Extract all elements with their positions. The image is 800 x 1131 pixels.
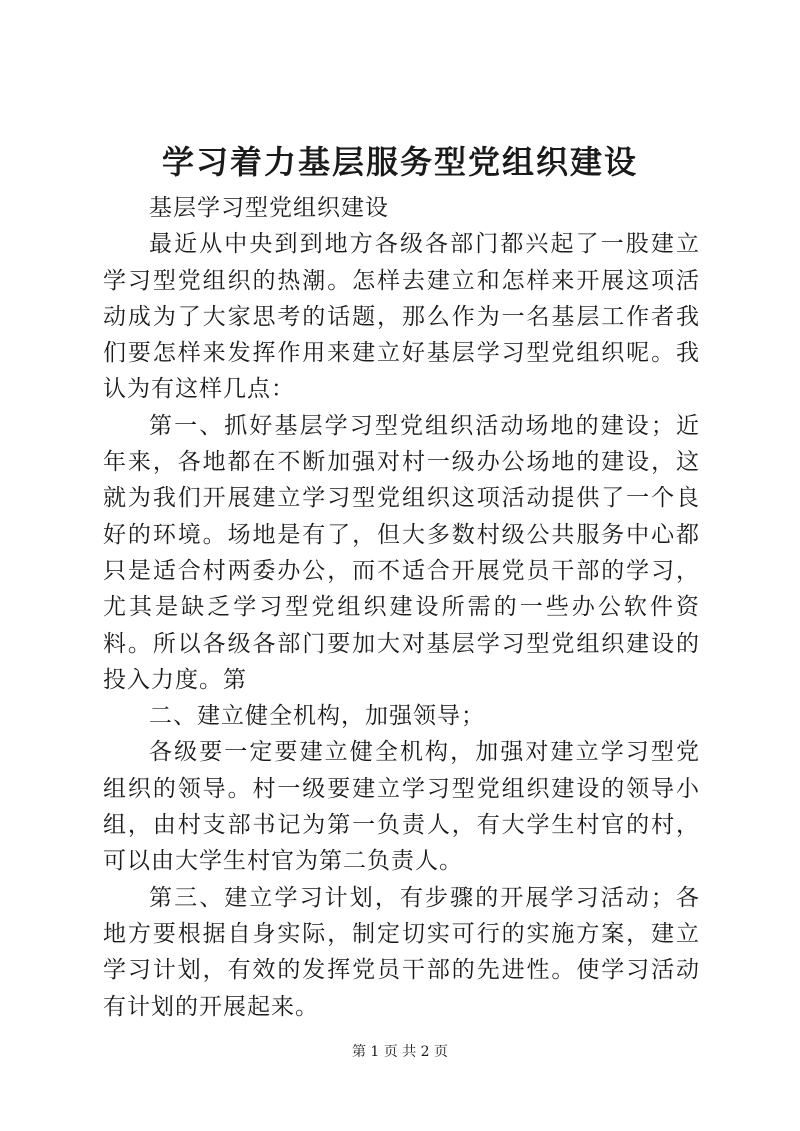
paragraph-point-2-body: 各级要一定要建立健全机构，加强对建立学习型党组织的领导。村一级要建立学习型党组织建设的领导小组，由村支部书记为第一负责人，有大学生村官的村，可以由大学生村官为第二负责人。 xyxy=(103,739,700,875)
document-body xyxy=(103,190,700,1025)
page-title: 学习着力基层服务型党组织建设 xyxy=(161,143,638,181)
paragraph-point-2-heading: 二、建立健全机构，加强领导； xyxy=(149,703,485,730)
page-footer: 第 1 页 共 2 页 xyxy=(351,1044,449,1060)
paragraph-point-3: 第三、建立学习计划，有步骤的开展学习活动；各地方要根据自身实际，制定切实可行的实施方案，建立学习计划，有效的发挥党员干部的先进性。使学习活动有计划的开展起来。 xyxy=(103,884,700,1020)
paragraph-intro: 最近从中央到到地方各级各部门都兴起了一股建立学习型党组织的热潮。怎样去建立和怎样来开展这项活动成为了大家思考的话题，那么作为一名基层工作者我们要怎样来发挥作用来建立好基层学习型党组织呢。我认为有这样几点： xyxy=(103,231,700,403)
paragraph-subtitle: 基层学习型党组织建设 xyxy=(149,195,389,221)
paragraph-point-1: 第一、抓好基层学习型党组织活动场地的建设；近年来，各地都在不断加强对村一级办公场地的建设，这就为我们开展建立学习型党组织这项活动提供了一个良好的环境。场地是有了，但大多数村级公共服务中心都只是适合村两委办公，而不适合开展党员干部的学习，尤其是缺乏学习型党组织建设所需的一些办公软件资料。所以各级各部门要加大对基层学习型党组织建设的投入力度。第 xyxy=(103,412,700,693)
